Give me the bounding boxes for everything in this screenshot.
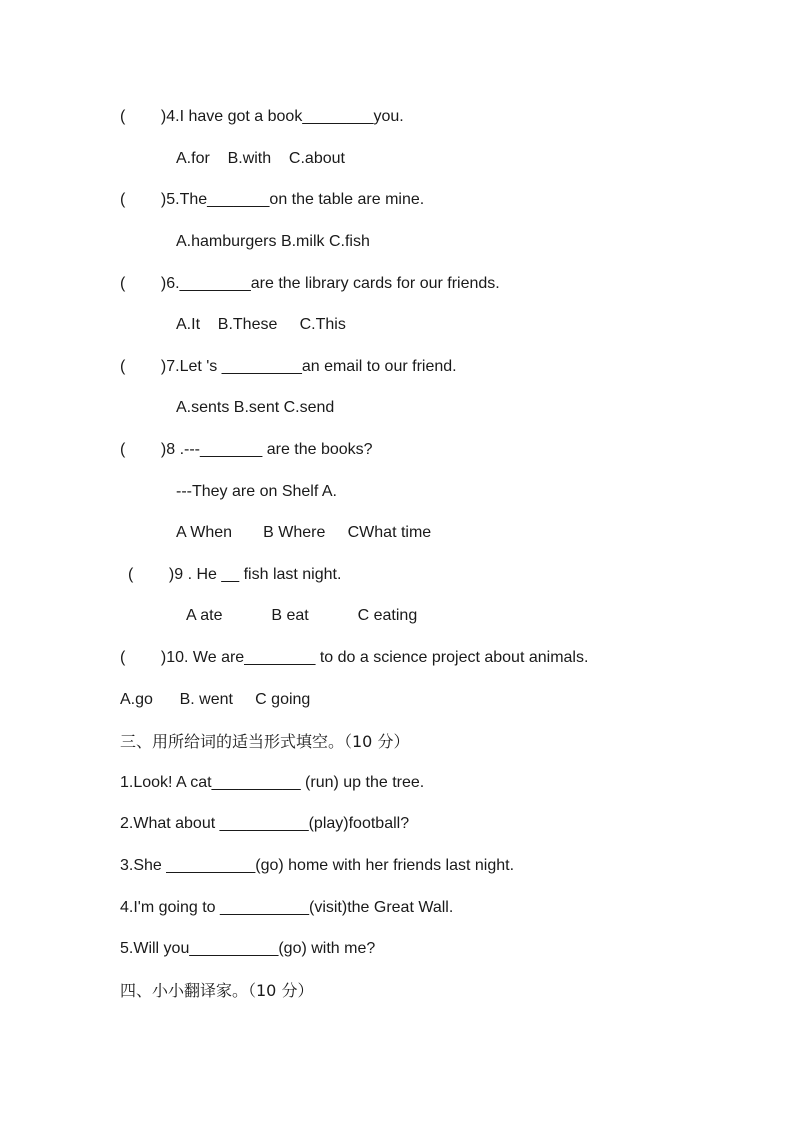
question-8-options: A When B Where CWhat time	[176, 524, 432, 541]
question-7-options: A.sents B.sent C.send	[176, 399, 335, 416]
section-3-item-1: 1.Look! A cat__________ (run) up the tree.	[120, 774, 425, 791]
question-4-stem: ( )4.I have got a book________you.	[120, 108, 404, 125]
question-10-options: A.go B. went C going	[120, 691, 311, 708]
question-10-stem: ( )10. We are________ to do a science project about animals.	[120, 649, 589, 666]
question-6-stem: ( )6.________are the library cards for our friends.	[120, 275, 500, 292]
question-8-stem: ( )8 .---_______ are the books?	[120, 441, 373, 458]
section-3-item-5: 5.Will you__________(go) with me?	[120, 940, 376, 957]
section-3-item-2: 2.What about __________(play)football?	[120, 815, 410, 832]
question-6-options: A.It B.These C.This	[176, 316, 346, 333]
question-5-stem: ( )5.The_______on the table are mine.	[120, 191, 425, 208]
question-8-answer-line: ---They are on Shelf A.	[176, 483, 337, 500]
section-3-item-4: 4.I'm going to __________(visit)the Great Wall.	[120, 899, 454, 916]
question-9-options: A ate B eat C eating	[186, 607, 418, 624]
section-4-heading: 四、小小翻译家。（10 分）	[120, 981, 314, 1000]
section-3-heading: 三、用所给词的适当形式填空。（10 分）	[120, 732, 410, 751]
section-3-item-3: 3.She __________(go) home with her friends last night.	[120, 857, 515, 874]
question-4-options: A.for B.with C.about	[176, 150, 345, 167]
question-5-options: A.hamburgers B.milk C.fish	[176, 233, 370, 250]
question-9-stem: ( )9 . He __ fish last night.	[128, 566, 342, 583]
question-7-stem: ( )7.Let 's _________an email to our friend.	[120, 358, 457, 375]
